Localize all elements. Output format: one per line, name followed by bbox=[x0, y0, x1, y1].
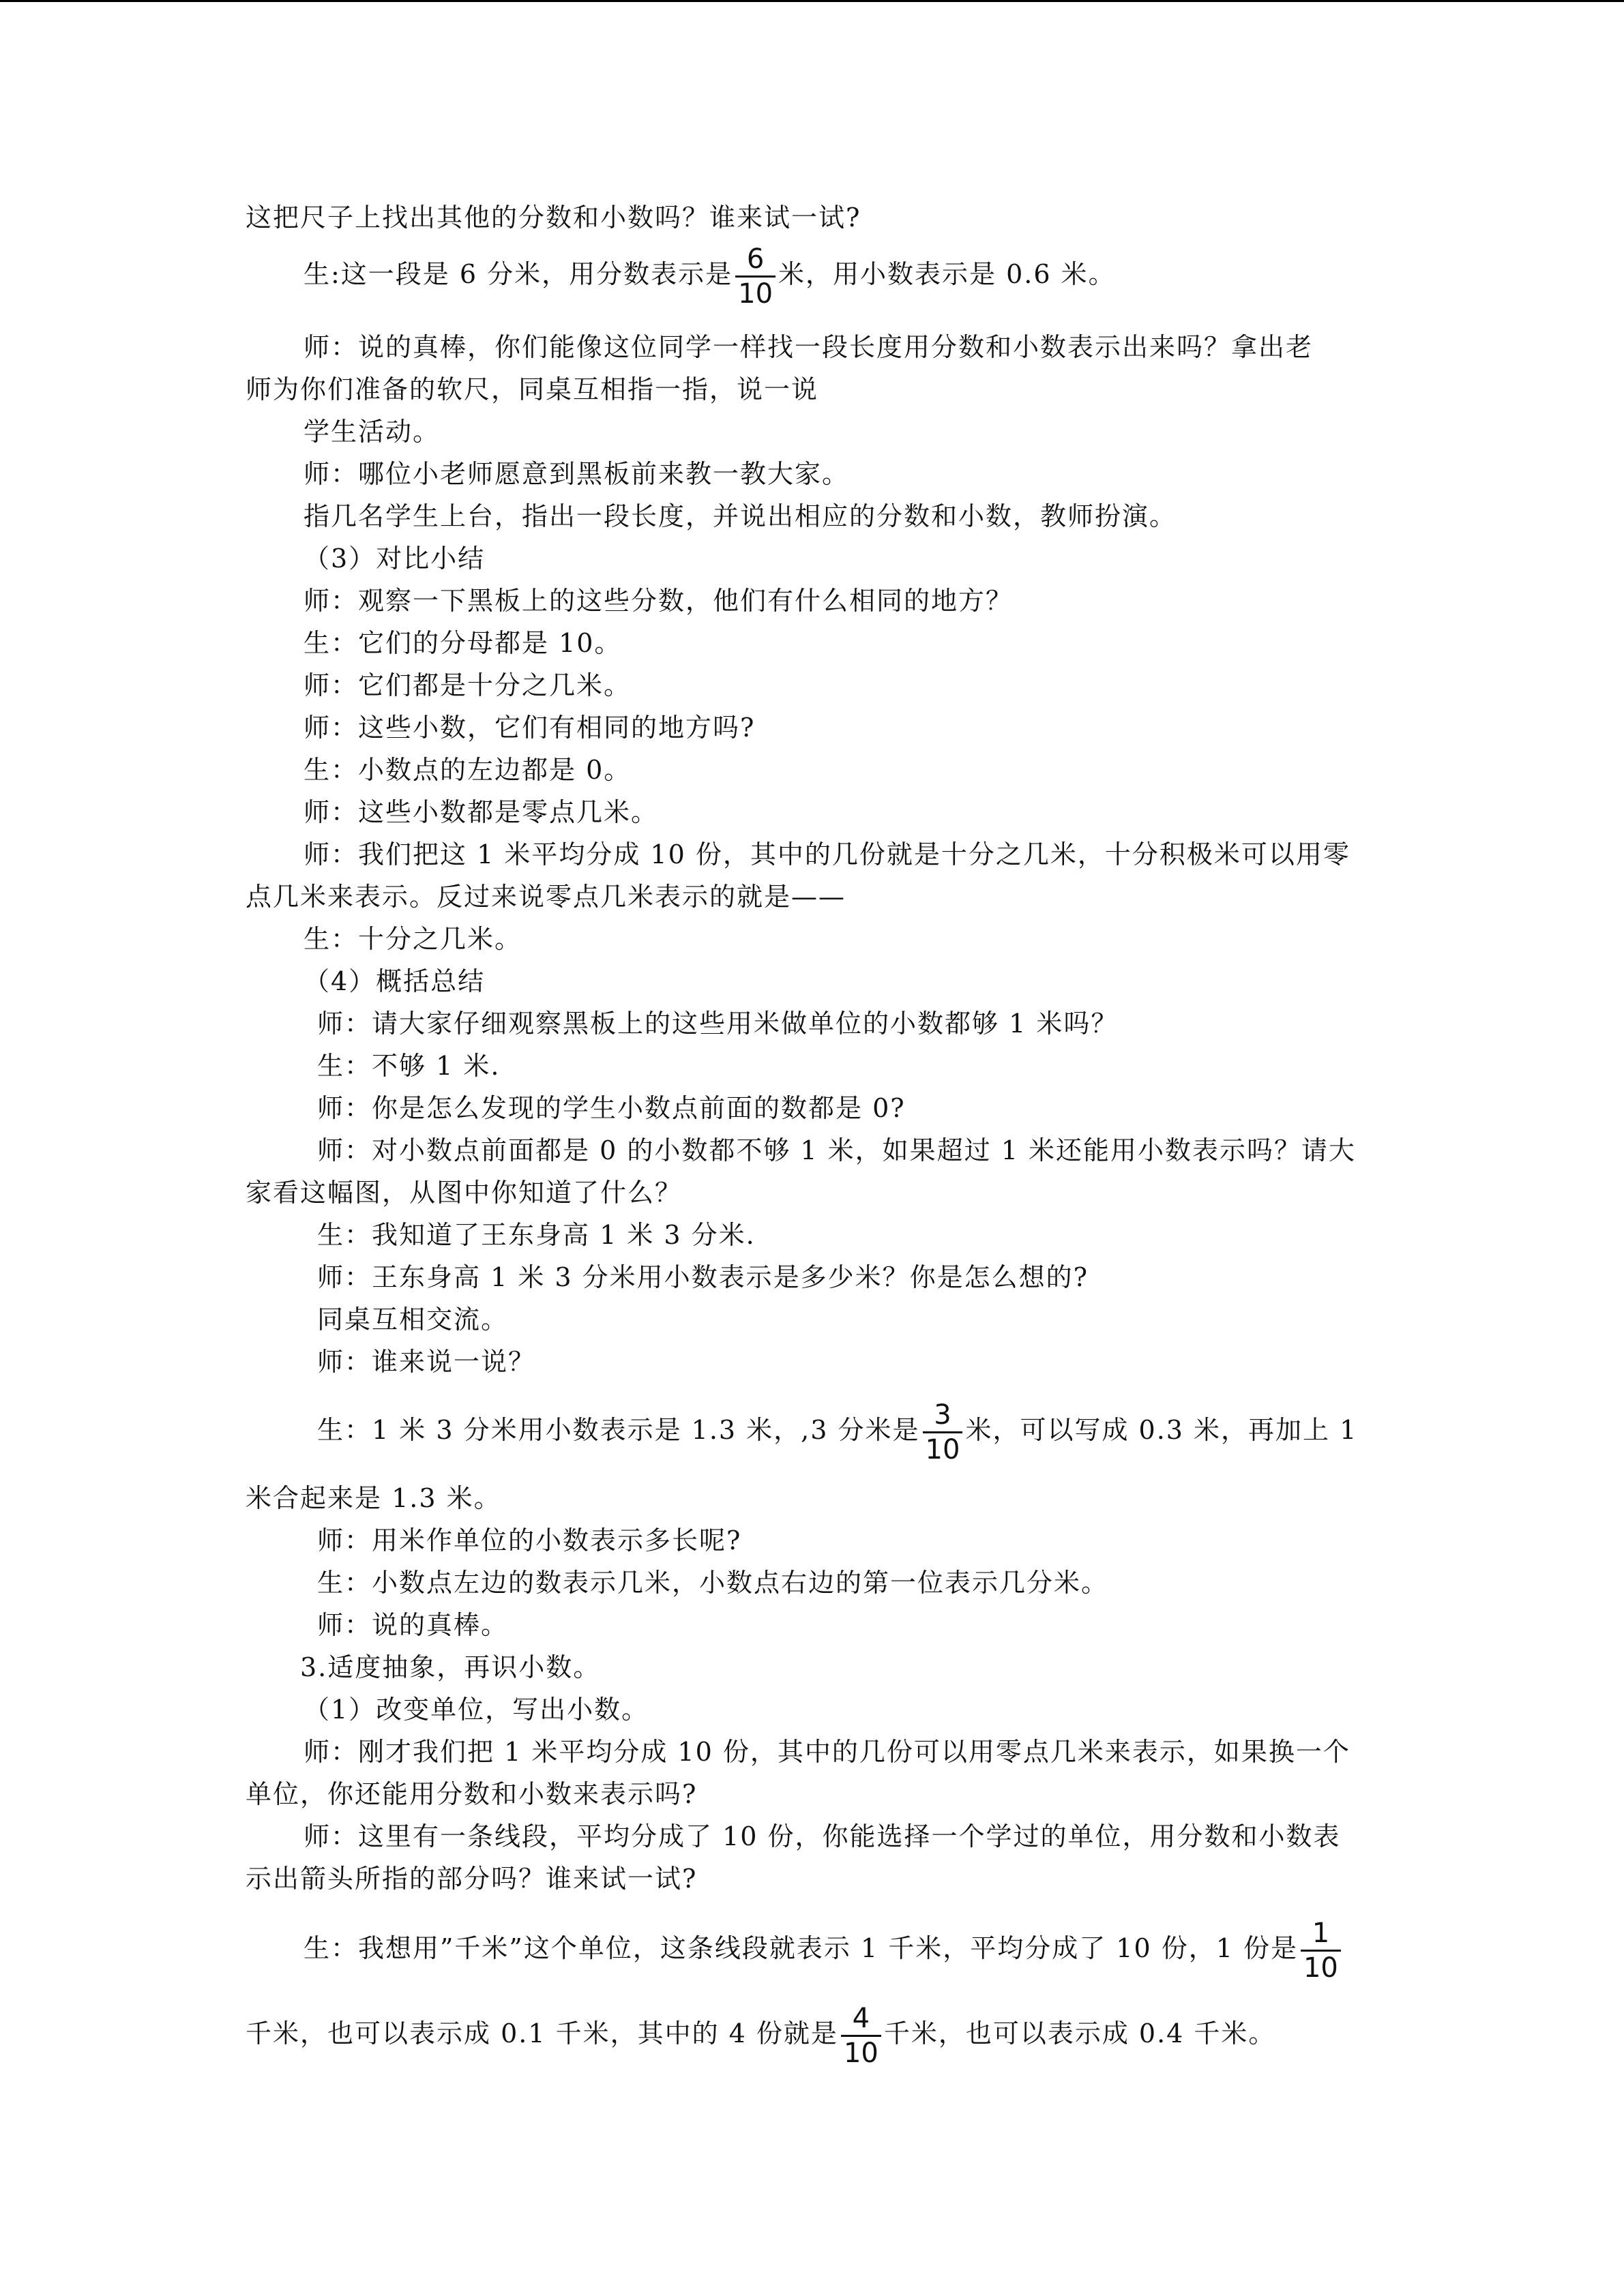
fraction bbox=[1301, 1920, 1341, 1982]
text-line: 学生活动。 bbox=[304, 417, 441, 447]
fraction-denominator: 10 bbox=[735, 275, 776, 308]
text-line: 示出箭头所指的部分吗？谁来试一试? bbox=[246, 1864, 698, 1894]
text-line: 生：不够 1 米. bbox=[317, 1051, 501, 1081]
text-segment: 千米，也可以表示成 0.1 千米，其中的 4 份就是 bbox=[246, 2018, 838, 2048]
fraction bbox=[923, 1401, 963, 1463]
section-heading: 3.适度抽象，再识小数。 bbox=[300, 1652, 601, 1682]
text-line: 师：对小数点前面都是 0 的小数都不够 1 米，如果超过 1 米还能用小数表示吗？请大 bbox=[317, 1135, 1357, 1165]
fraction-numerator: 1 bbox=[1312, 1918, 1330, 1949]
text-line-with-fraction bbox=[304, 1920, 1344, 1982]
text-line: 生：我知道了王东身高 1 米 3 分米. bbox=[317, 1220, 756, 1250]
text-line: 生：小数点的左边都是 0。 bbox=[304, 755, 632, 785]
text-line: 师：王东身高 1 米 3 分米用小数表示是多少米？你是怎么想的? bbox=[317, 1262, 1089, 1292]
text-line: 生：十分之几米。 bbox=[304, 924, 522, 954]
text-line: 这把尺子上找出其他的分数和小数吗？谁来试一试? bbox=[246, 203, 861, 233]
text-segment: 米，用小数表示是 0.6 米。 bbox=[778, 259, 1116, 289]
section-heading: （1）改变单位，写出小数。 bbox=[304, 1695, 649, 1725]
section-heading: （4）概括总结 bbox=[304, 966, 486, 996]
text-line: 生：它们的分母都是 10。 bbox=[304, 628, 622, 658]
fraction bbox=[841, 2005, 881, 2067]
text-segment: 生：1 米 3 分米用小数表示是 1.3 米，,3 分米是 bbox=[317, 1415, 920, 1445]
text-line: 师：我们把这 1 米平均分成 10 份，其中的几份就是十分之几米，十分积极米可以用零 bbox=[304, 839, 1350, 869]
fraction-numerator: 6 bbox=[746, 243, 765, 275]
fraction bbox=[735, 245, 776, 308]
text-line: 师：刚才我们把 1 米平均分成 10 份，其中的几份可以用零点几米来表示，如果换一个 bbox=[304, 1737, 1350, 1767]
text-line: 师：哪位小老师愿意到黑板前来教一教大家。 bbox=[304, 459, 850, 489]
text-line: 师为你们准备的软尺，同桌互相指一指，说一说 bbox=[246, 374, 819, 404]
fraction-numerator: 3 bbox=[934, 1399, 951, 1431]
text-line: 单位，你还能用分数和小数来表示吗? bbox=[246, 1779, 698, 1809]
text-line: 师：说的真棒，你们能像这位同学一样找一段长度用分数和小数表示出来吗？拿出老 bbox=[304, 332, 1314, 362]
text-line-with-fraction bbox=[246, 2005, 1275, 2067]
text-line: 师：你是怎么发现的学生小数点前面的数都是 0? bbox=[317, 1093, 906, 1123]
fraction-numerator: 4 bbox=[852, 2003, 870, 2034]
fraction-denominator: 10 bbox=[923, 1431, 963, 1463]
text-line: 师：请大家仔细观察黑板上的这些用米做单位的小数都够 1 米吗？ bbox=[317, 1009, 1119, 1039]
text-line: 师：它们都是十分之几米。 bbox=[304, 670, 632, 700]
text-line: 师：用米作单位的小数表示多长呢? bbox=[317, 1525, 742, 1555]
text-line: 师：谁来说一说？ bbox=[317, 1347, 536, 1377]
text-line: 生：小数点左边的数表示几米，小数点右边的第一位表示几分米。 bbox=[317, 1568, 1109, 1598]
text-line: 指几名学生上台，指出一段长度，并说出相应的分数和小数，教师扮演。 bbox=[304, 501, 1177, 531]
text-line-with-fraction bbox=[304, 245, 1116, 308]
text-line: 师：这些小数都是零点几米。 bbox=[304, 797, 659, 827]
text-segment: 米，可以写成 0.3 米，再加上 1 bbox=[965, 1415, 1358, 1445]
fraction-denominator: 10 bbox=[1301, 1950, 1341, 1982]
text-line: 同桌互相交流。 bbox=[317, 1304, 509, 1335]
section-heading: （3）对比小结 bbox=[304, 543, 486, 573]
text-segment: 千米，也可以表示成 0.4 千米。 bbox=[883, 2018, 1276, 2048]
text-segment: 生:这一段是 6 分米，用分数表示是 bbox=[304, 259, 733, 289]
fraction-denominator: 10 bbox=[841, 2035, 881, 2067]
page-top-border bbox=[0, 0, 1624, 2]
text-line: 家看这幅图，从图中你知道了什么？ bbox=[246, 1178, 683, 1208]
text-line: 师：观察一下黑板上的这些分数，他们有什么相同的地方？ bbox=[304, 586, 1014, 616]
text-line: 师：这些小数，它们有相同的地方吗? bbox=[304, 713, 756, 743]
text-line: 师：说的真棒。 bbox=[317, 1610, 509, 1640]
text-line: 米合起来是 1.3 米。 bbox=[246, 1483, 501, 1513]
text-line: 师：这里有一条线段，平均分成了 10 份，你能选择一个学过的单位，用分数和小数表 bbox=[304, 1821, 1341, 1851]
text-line-with-fraction bbox=[317, 1401, 1357, 1463]
text-line: 点几米来表示。反过来说零点几米表示的就是—— bbox=[246, 882, 846, 912]
text-segment: 生：我想用”千米”这个单位，这条线段就表示 1 千米，平均分成了 10 份，1 份是 bbox=[304, 1933, 1298, 1963]
